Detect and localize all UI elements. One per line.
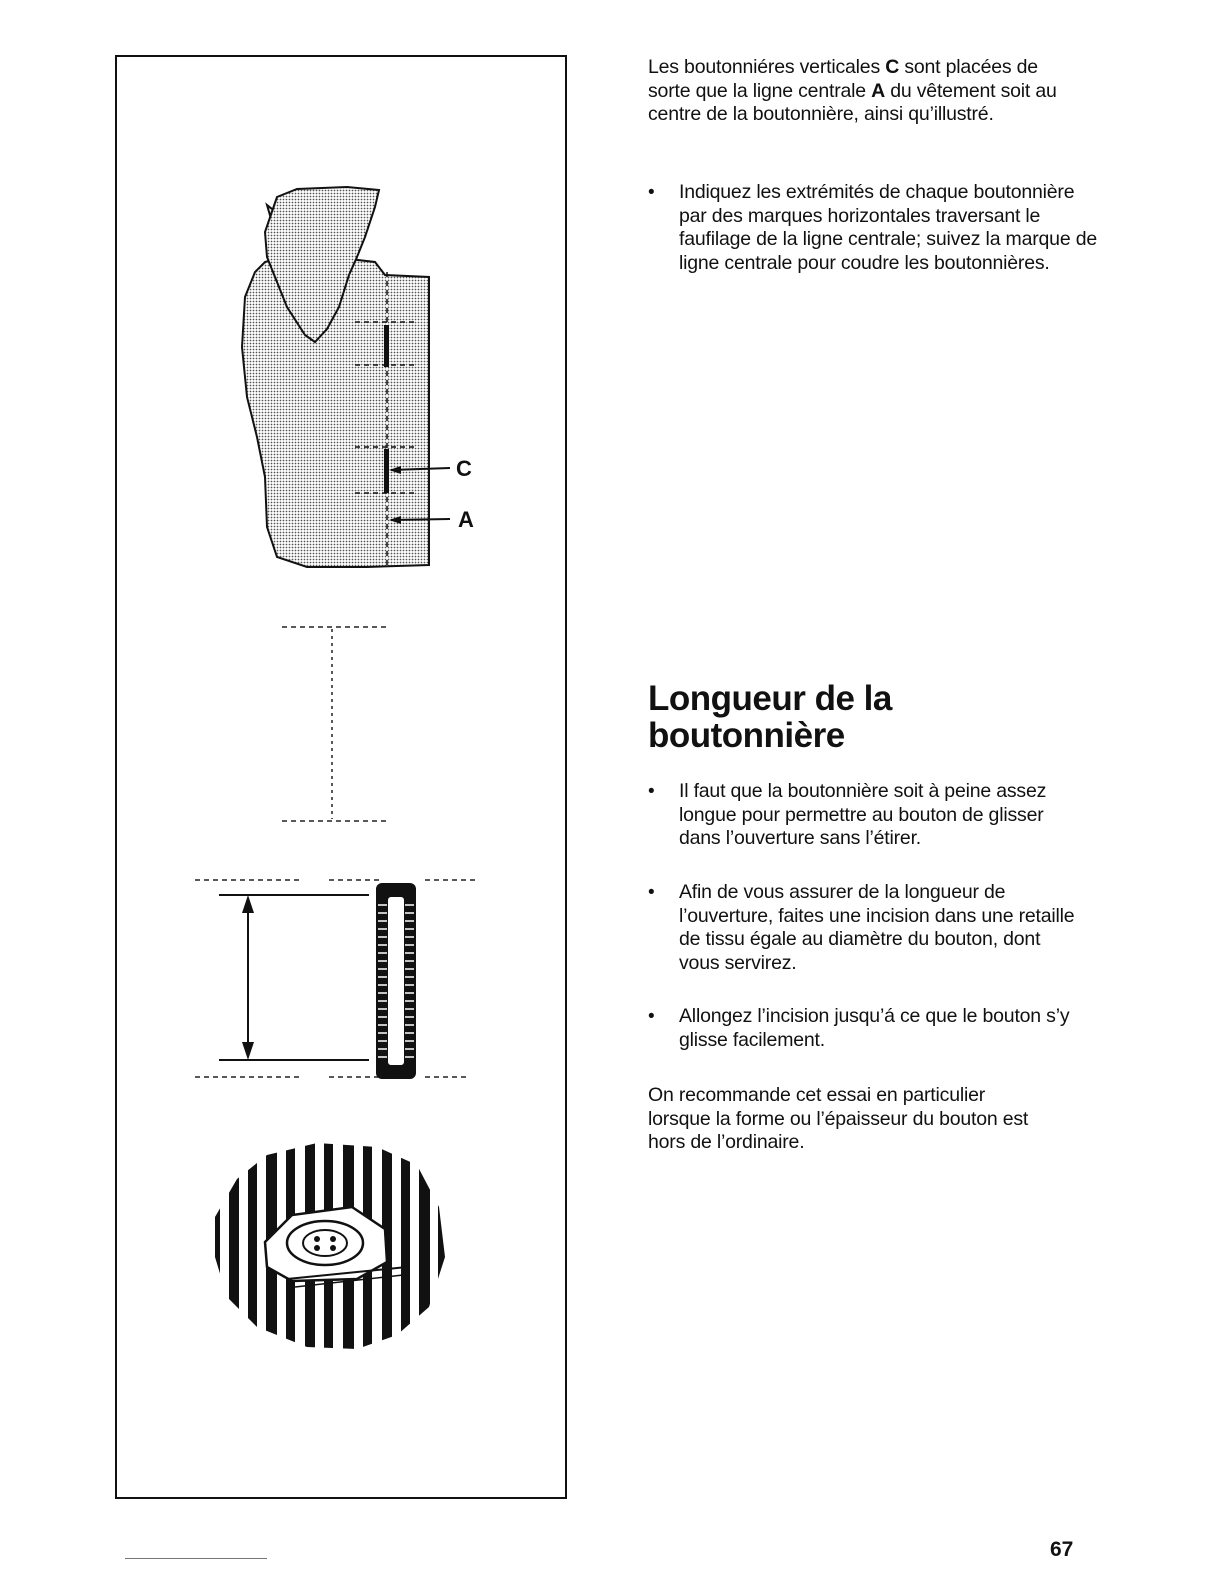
closing-paragraph: On recommande cet essai en particulier lorsque la forme ou l’épaisseur du bouton est hors de l’ordinaire. xyxy=(648,1084,1029,1153)
intro-text: du vêtement soit au centre de la boutonnière, ainsi qu’illustré. xyxy=(648,79,1057,125)
intro-letter-c: C xyxy=(885,56,900,78)
arrow-down-icon xyxy=(242,1042,254,1060)
button-test-swatch xyxy=(211,1137,447,1357)
section-heading xyxy=(648,680,1068,754)
label-c: C xyxy=(456,456,472,481)
heading-line: boutonnière xyxy=(648,716,845,755)
buttonhole-mark xyxy=(384,449,389,493)
illustration-frame xyxy=(115,55,567,1499)
intro-text: sont placées de sorte que la ligne centrale xyxy=(648,56,1038,102)
heading-line: Longueur de la xyxy=(648,679,892,718)
arrow-up-icon xyxy=(242,895,254,913)
bullet-item: • Indiquez les extrémités de chaque boutonnière par des marques horizontales traversant le faufilage de la ligne centrale; suivez la marque de ligne centrale pour coudre les boutonnières. xyxy=(648,181,1099,275)
footer-rule xyxy=(125,1558,267,1559)
intro-paragraph xyxy=(648,56,1068,127)
bullet-item: • Il faut que la boutonnière soit à peine assez longue pour permettre au bouton de glisser dans l’ouverture sans l’étirer. xyxy=(648,780,1079,851)
bullet-item: • Allongez l’incision jusqu’á ce que le bouton s’y glisse facilement. xyxy=(648,1005,1079,1052)
garment-illustration xyxy=(242,187,474,569)
buttonhole-mark xyxy=(384,325,389,367)
intro-text: Les boutonniéres verticales xyxy=(648,56,886,78)
page-number: 67 xyxy=(1050,1538,1074,1561)
bullet-item: • Afin de vous assurer de la longueur de l’ouverture, faites une incision dans une retaille de tissu égale au diamètre du bouton, dont vous servirez. xyxy=(648,881,1079,975)
button-diameter-guide xyxy=(282,627,389,821)
buttonhole-length-diagram xyxy=(195,880,475,1079)
intro-letter-a: A xyxy=(871,79,886,102)
illustration-svg xyxy=(117,57,569,1501)
label-a: A xyxy=(458,507,474,532)
